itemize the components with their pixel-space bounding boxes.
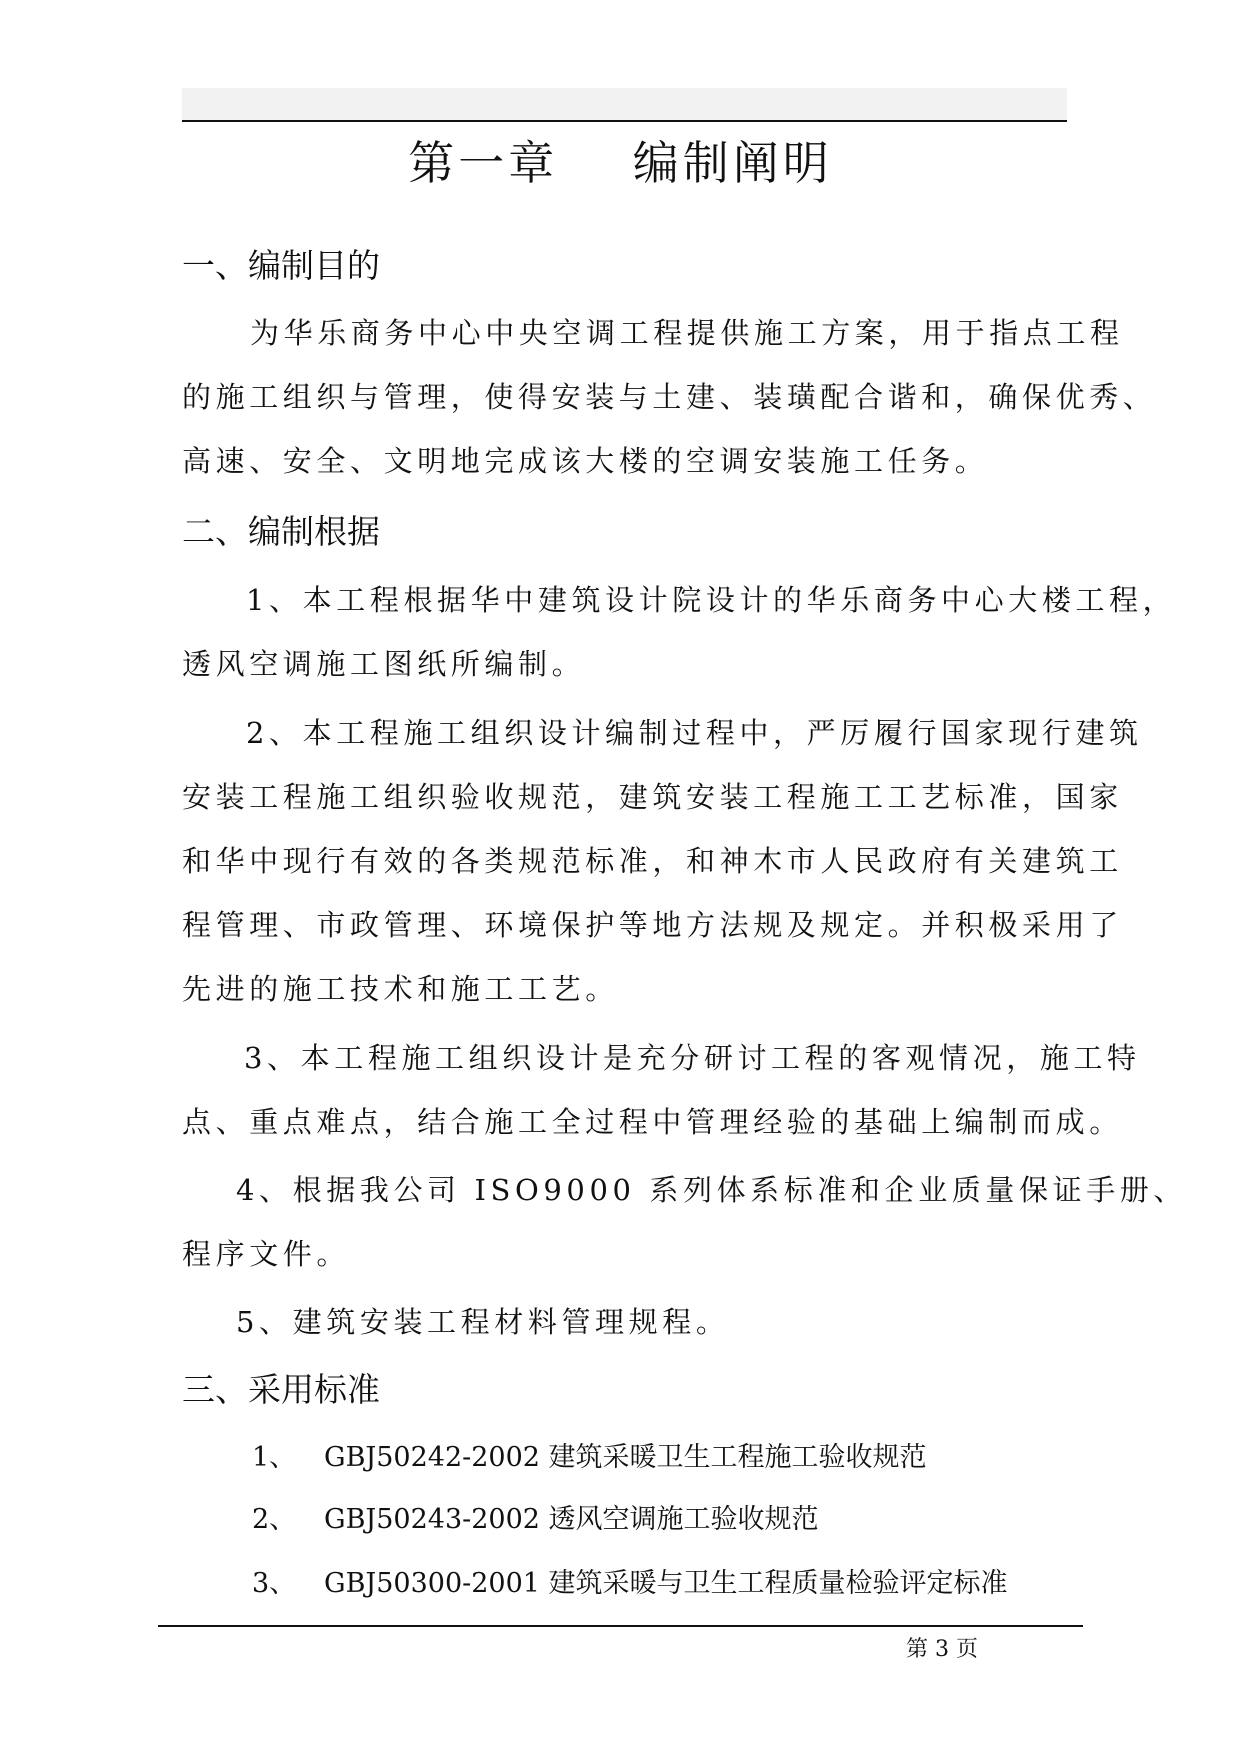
paragraph-line: 和华中现行有效的各类规范标准，和神木市人民政府有关建筑工 [182, 844, 1123, 878]
paragraph-line: 点、重点难点，结合施工全过程中管理经验的基础上编制而成。 [182, 1105, 1123, 1139]
standard-text: GBJ50243-2002 透风空调施工验收规范 [324, 1504, 819, 1535]
paragraph-line: 的施工组织与管理，使得安装与土建、装璜配合谐和，确保优秀、 [182, 380, 1157, 414]
standard-number: 2、 [252, 1504, 297, 1535]
footer-divider [158, 1625, 1083, 1627]
paragraph-line: 为华乐商务中心中央空调工程提供施工方案，用于指点工程 [250, 316, 1124, 350]
paragraph-line: 1、本工程根据华中建筑设计院设计的华乐商务中心大楼工程， [246, 583, 1177, 617]
section-heading-purpose: 一、编制目的 [182, 246, 380, 285]
page-header-band [182, 88, 1067, 122]
paragraph-line: 程序文件。 [182, 1237, 351, 1271]
paragraph-line: 2、本工程施工组织设计编制过程中，严厉履行国家现行建筑 [246, 716, 1143, 750]
standard-number: 3、 [252, 1568, 297, 1599]
paragraph-line: 程管理、市政管理、环境保护等地方法规及规定。并积极采用了 [182, 908, 1123, 942]
paragraph-line: 3、本工程施工组织设计是充分研讨工程的客观情况，施工特 [244, 1041, 1141, 1075]
paragraph-line: 高速、安全、文明地完成该大楼的空调安装施工任务。 [182, 444, 989, 478]
chapter-title: 第一章 编制阐明 [408, 136, 833, 190]
standard-number: 1、 [252, 1442, 297, 1473]
page-number: 第 3 页 [906, 1637, 978, 1662]
paragraph-line: 透风空调施工图纸所编制。 [182, 647, 586, 681]
section-heading-basis: 二、编制根据 [182, 512, 380, 551]
paragraph-line: 安装工程施工组织验收规范，建筑安装工程施工工艺标准，国家 [182, 780, 1123, 814]
standard-text: GBJ50242-2002 建筑采暖卫生工程施工验收规范 [324, 1442, 927, 1473]
paragraph-line: 4、根据我公司 ISO9000 系列体系标准和企业质量保证手册、 [236, 1173, 1187, 1207]
paragraph-line: 先进的施工技术和施工工艺。 [182, 972, 619, 1006]
standard-text: GBJ50300-2001 建筑采暖与卫生工程质量检验评定标准 [324, 1568, 1008, 1599]
section-heading-standards: 三、采用标准 [182, 1370, 380, 1409]
paragraph-line: 5、建筑安装工程材料管理规程。 [236, 1305, 730, 1339]
